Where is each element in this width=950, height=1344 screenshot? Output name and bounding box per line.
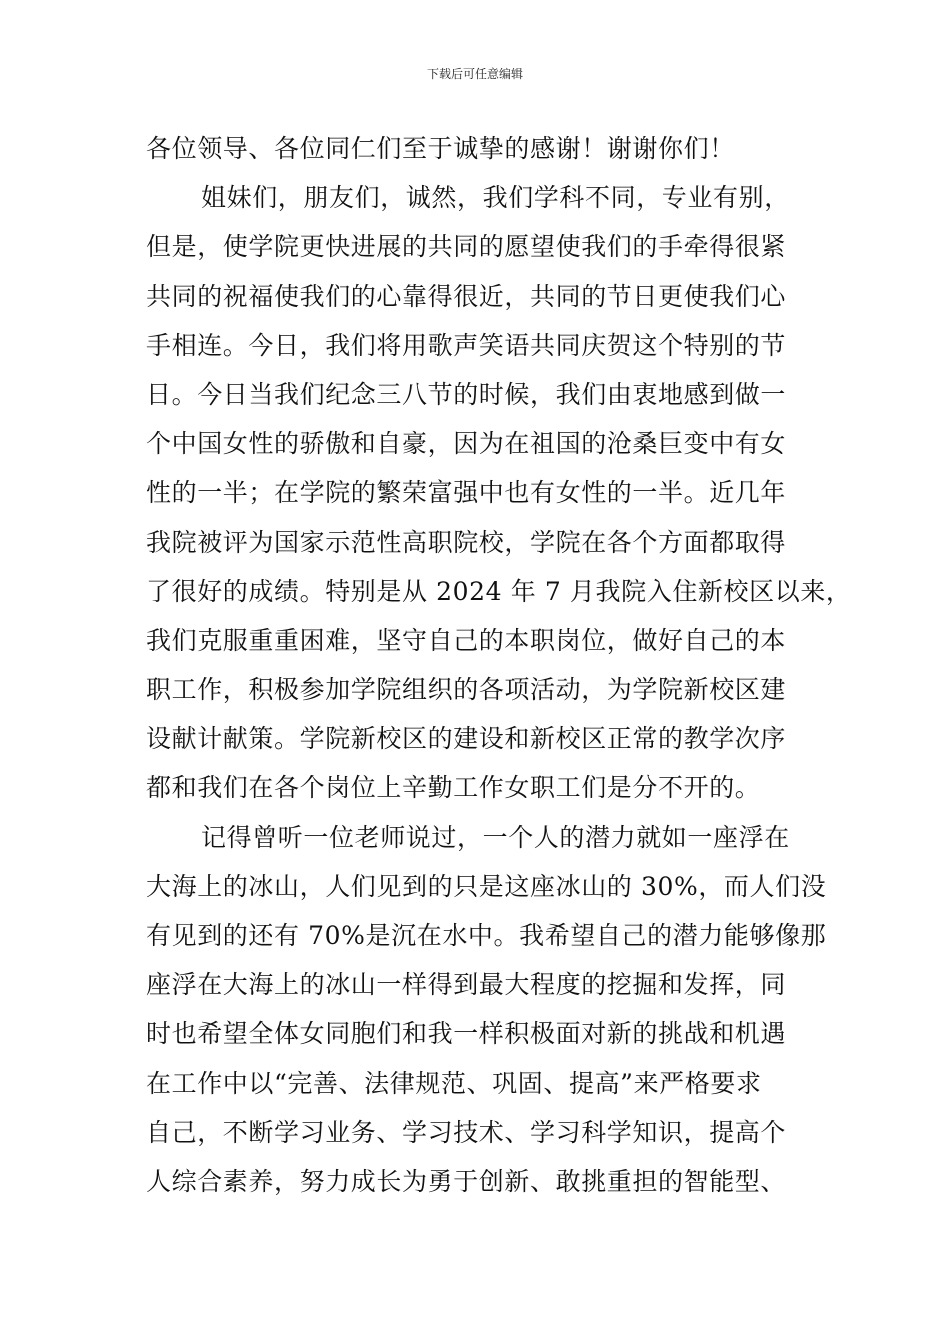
text-line: 日。今日当我们纪念三八节的时候，我们由衷地感到做一 (146, 379, 787, 409)
text-line: 我院被评为国家示范性高职院校，学院在各个方面都取得 (146, 527, 787, 557)
text-line: 在工作中以“完善、法律规范、巩固、提高”来严格要求 (146, 1068, 762, 1098)
text-line: 有见到的还有 70%是沉在水中。我希望自己的潜力能够像那 (146, 921, 827, 950)
text-line: 大海上的冰山，人们见到的只是这座冰山的 30%，而人们没 (146, 871, 827, 901)
text-line: 共同的祝福使我们的心靠得很近，共同的节日更使我们心 (146, 281, 787, 311)
text-line: 设献计献策。学院新校区的建设和新校区正常的教学次序 (146, 724, 787, 754)
text-line: 座浮在大海上的冰山一样得到最大程度的挖掘和发挥，同 (146, 970, 787, 1000)
paragraph-start-line: 记得曾听一位老师说过，一个人的潜力就如一座浮在 (201, 822, 790, 852)
text-line: 但是，使学院更快进展的共同的愿望使我们的手牵得很紧 (146, 232, 787, 262)
page-header: 下载后可任意编辑 (426, 67, 523, 81)
text-line: 个中国女性的骄傲和自豪，因为在祖国的沧桑巨变中有女 (146, 429, 787, 459)
text-line: 我们克服重重困难，坚守自己的本职岗位，做好自己的本 (146, 625, 787, 655)
text-line: 时也希望全体女同胞们和我一样积极面对新的挑战和机遇 (146, 1019, 787, 1049)
text-line: 手相连。今日，我们将用歌声笑语共同庆贺这个特别的节 (146, 330, 787, 360)
text-line: 性的一半；在学院的繁荣富强中也有女性的一半。近几年 (146, 478, 787, 508)
paragraph-start-line: 姐妹们，朋友们，诚然，我们学科不同，专业有别， (201, 183, 790, 213)
text-line: 自己，不断学习业务、学习技术、学习科学知识，提高个 (146, 1117, 787, 1147)
text-line: 职工作，积极参加学院组织的各项活动，为学院新校区建 (146, 675, 787, 705)
text-line: 各位领导、各位同仁们至于诚挚的感谢！谢谢你们！ (146, 134, 735, 163)
text-line: 都和我们在各个岗位上辛勤工作女职工们是分不开的。 (146, 773, 761, 803)
document-body (146, 124, 852, 1206)
text-line: 人综合素养，努力成长为勇于创新、敢挑重担的智能型、 (146, 1166, 787, 1196)
text-line: 了很好的成绩。特别是从 2024 年 7 月我院入住新校区以来， (146, 576, 852, 606)
